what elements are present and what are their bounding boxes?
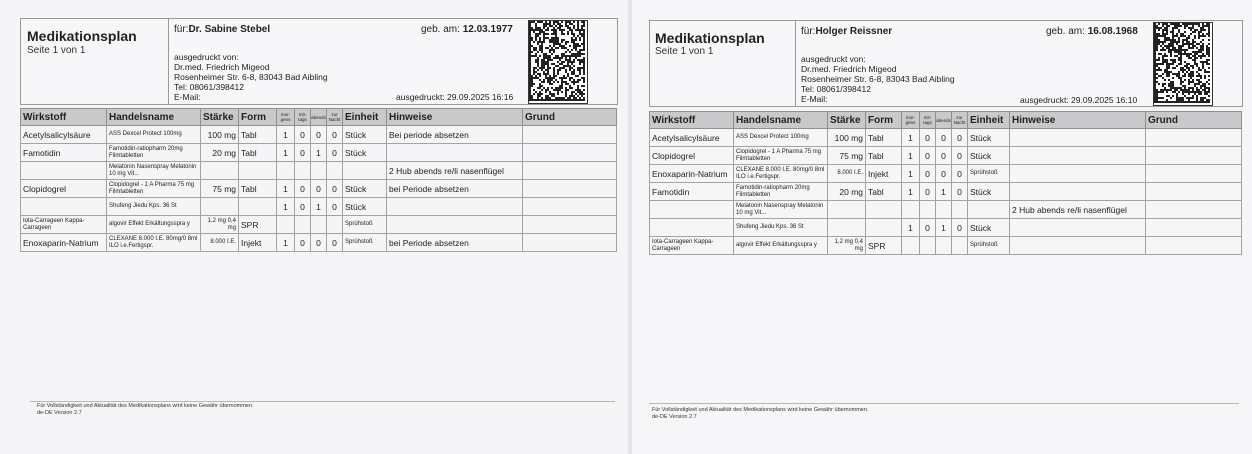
cell-hinweise — [387, 198, 523, 216]
cell-form: Tabl — [866, 183, 902, 201]
cell-mittags: 0 — [920, 147, 936, 165]
cell-abends: 0 — [311, 234, 327, 252]
cell-wirkstoff: Iota-Carrageen Kappa-Carrageen — [650, 237, 734, 255]
cell-einheit: Stück — [343, 144, 387, 162]
cell-wirkstoff: Famotidin — [650, 183, 734, 201]
cell-abends: 0 — [311, 180, 327, 198]
cell-handelsname: Melatonin Nasenspray Melatonin 10 mg Vit... — [107, 162, 201, 180]
page-indicator: Seite 1 von 1 — [27, 45, 86, 56]
col-hinweise: Hinweise — [387, 109, 523, 126]
cell-handelsname: Famotidin-ratiopharm 20mg Filmtabletten — [107, 144, 201, 162]
cell-handelsname: ASS Dexcel Protect 100mg — [107, 126, 201, 144]
cell-einheit: Stück — [968, 183, 1010, 201]
cell-morgens: 1 — [902, 183, 920, 201]
cell-mittags: 0 — [920, 219, 936, 237]
cell-wirkstoff: Enoxaparin-Natrium — [21, 234, 107, 252]
cell-einheit: Stück — [343, 180, 387, 198]
cell-grund — [1146, 237, 1242, 255]
medication-rows — [21, 126, 617, 252]
cell-morgens: 1 — [902, 165, 920, 183]
cell-handelsname: Clopidogrel - 1 A Pharma 75 mg Filmtabletten — [107, 180, 201, 198]
cell-abends: 1 — [311, 144, 327, 162]
cell-grund — [1146, 165, 1242, 183]
cell-grund — [523, 234, 617, 252]
printed-by-label: ausgedruckt von: — [174, 52, 239, 62]
table-row — [21, 198, 617, 216]
cell-morgens: 1 — [902, 129, 920, 147]
col-mittags: mit-tags — [295, 109, 311, 126]
cell-nacht: 0 — [327, 144, 343, 162]
col-nacht: zur Nacht — [952, 112, 968, 129]
cell-form — [866, 219, 902, 237]
cell-form: Tabl — [866, 129, 902, 147]
printed-by-block — [174, 52, 328, 102]
cell-wirkstoff — [21, 162, 107, 180]
col-abends: abends — [936, 112, 952, 129]
cell-hinweise — [387, 144, 523, 162]
cell-form — [239, 162, 277, 180]
col-nacht: zur Nacht — [327, 109, 343, 126]
cell-staerke: 8.000 I.E. — [828, 165, 866, 183]
cell-staerke: 100 mg — [828, 129, 866, 147]
printed-date: ausgedruckt: 29.09.2025 16:16 — [396, 92, 514, 102]
cell-form: Tabl — [866, 147, 902, 165]
cell-morgens — [277, 162, 295, 180]
cell-morgens: 1 — [902, 219, 920, 237]
cell-grund — [1146, 201, 1242, 219]
cell-mittags: 0 — [920, 165, 936, 183]
cell-wirkstoff: Famotidin — [21, 144, 107, 162]
cell-mittags: 0 — [920, 129, 936, 147]
header-divider — [795, 20, 796, 106]
cell-handelsname: Shufeng Jiedu Kps. 36 St — [734, 219, 828, 237]
cell-grund — [1146, 147, 1242, 165]
col-staerke: Stärke — [201, 109, 239, 126]
cell-wirkstoff — [650, 201, 734, 219]
physician-phone: Tel: 08061/398412 — [801, 84, 871, 94]
cell-grund — [523, 144, 617, 162]
cell-einheit: Stück — [343, 198, 387, 216]
cell-wirkstoff: Clopidogrel — [650, 147, 734, 165]
cell-einheit: Stück — [343, 126, 387, 144]
cell-abends: 0 — [936, 147, 952, 165]
dob-label: geb. am: — [421, 24, 460, 35]
cell-morgens: 1 — [277, 126, 295, 144]
cell-einheit — [968, 201, 1010, 219]
cell-staerke: 75 mg — [828, 147, 866, 165]
cell-morgens — [902, 237, 920, 255]
disclaimer: Für Vollständigkeit und Aktualität des Medikationsplans wird keine Gewähr übernommen. — [652, 407, 869, 413]
table-header-row — [21, 109, 617, 126]
cell-grund — [1146, 219, 1242, 237]
cell-form: Injekt — [239, 234, 277, 252]
cell-morgens — [902, 201, 920, 219]
page-indicator: Seite 1 von 1 — [655, 46, 714, 57]
patient-prefix: für: — [174, 24, 189, 35]
cell-wirkstoff: Iota-Carrageen Kappa-Carrageen — [21, 216, 107, 234]
printed-by-block — [801, 54, 955, 104]
cell-einheit: Sprühstoß — [343, 216, 387, 234]
cell-grund — [523, 180, 617, 198]
cell-staerke — [201, 198, 239, 216]
cell-staerke — [828, 201, 866, 219]
footer — [37, 403, 253, 417]
patient-prefix: für: — [801, 26, 816, 37]
table-row — [21, 162, 617, 180]
cell-hinweise — [1010, 129, 1146, 147]
cell-mittags: 0 — [295, 180, 311, 198]
physician-email: E-Mail: — [174, 92, 201, 102]
cell-abends — [311, 162, 327, 180]
cell-form: SPR — [239, 216, 277, 234]
cell-staerke: 8.000 I.E. — [201, 234, 239, 252]
table-row — [650, 147, 1242, 165]
cell-hinweise — [387, 216, 523, 234]
table-row — [650, 219, 1242, 237]
cell-hinweise: bei Periode absetzen — [387, 234, 523, 252]
cell-abends: 0 — [936, 129, 952, 147]
cell-staerke: 75 mg — [201, 180, 239, 198]
cell-wirkstoff — [650, 219, 734, 237]
datamatrix-code — [528, 20, 588, 104]
cell-grund — [523, 126, 617, 144]
table-row — [650, 201, 1242, 219]
cell-hinweise — [1010, 237, 1146, 255]
cell-einheit: Sprühstoß — [968, 237, 1010, 255]
cell-staerke — [828, 219, 866, 237]
cell-nacht: 0 — [327, 180, 343, 198]
medication-rows — [650, 129, 1242, 255]
plan-title: Medikationsplan — [655, 30, 765, 46]
cell-form: Tabl — [239, 126, 277, 144]
table-row — [21, 216, 617, 234]
cell-grund — [523, 162, 617, 180]
cell-handelsname: Melatonin Nasenspray Melatonin 10 mg Vit... — [734, 201, 828, 219]
cell-mittags: 0 — [295, 198, 311, 216]
table-row — [21, 234, 617, 252]
cell-nacht — [952, 201, 968, 219]
cell-morgens: 1 — [277, 198, 295, 216]
patient-line — [174, 24, 270, 35]
col-morgens: mor-gens — [902, 112, 920, 129]
physician-address: Rosenheimer Str. 6-8, 83043 Bad Aibling — [801, 74, 955, 84]
cell-nacht — [952, 237, 968, 255]
cell-morgens: 1 — [277, 234, 295, 252]
cell-grund — [523, 216, 617, 234]
cell-mittags — [295, 162, 311, 180]
physician-name: Dr.med. Friedrich Migeod — [801, 64, 897, 74]
plan-title: Medikationsplan — [27, 28, 137, 44]
physician-email: E-Mail: — [801, 94, 828, 104]
physician-phone: Tel: 08061/398412 — [174, 82, 244, 92]
col-handelsname: Handelsname — [107, 109, 201, 126]
datamatrix-pattern — [1154, 23, 1210, 103]
cell-abends: 1 — [936, 183, 952, 201]
cell-nacht: 0 — [952, 165, 968, 183]
cell-einheit: Sprühstoß — [968, 165, 1010, 183]
cell-nacht: 0 — [952, 183, 968, 201]
cell-abends: 1 — [936, 219, 952, 237]
cell-mittags — [920, 201, 936, 219]
cell-handelsname: algovir Effekt Erkältungsspra y — [107, 216, 201, 234]
cell-wirkstoff: Enoxaparin-Natrium — [650, 165, 734, 183]
cell-hinweise: bei Periode absetzen — [387, 180, 523, 198]
table-header-row — [650, 112, 1242, 129]
cell-einheit: Sprühstoß — [343, 234, 387, 252]
footer-divider — [649, 403, 1239, 404]
cell-abends — [936, 237, 952, 255]
cell-hinweise: 2 Hub abends re/li nasenflügel — [387, 162, 523, 180]
cell-grund — [523, 198, 617, 216]
col-grund: Grund — [1146, 112, 1242, 129]
cell-staerke: 20 mg — [828, 183, 866, 201]
cell-einheit: Stück — [968, 147, 1010, 165]
col-form: Form — [866, 112, 902, 129]
cell-nacht — [327, 216, 343, 234]
cell-staerke: 100 mg — [201, 126, 239, 144]
dob-value: 12.03.1977 — [462, 24, 513, 35]
cell-einheit: Stück — [968, 219, 1010, 237]
cell-mittags — [295, 216, 311, 234]
cell-form: Tabl — [239, 180, 277, 198]
cell-staerke: 1,2 mg 0,4 mg — [828, 237, 866, 255]
cell-form — [239, 198, 277, 216]
cell-handelsname: Famotidin-ratiopharm 20mg Filmtabletten — [734, 183, 828, 201]
cell-form — [866, 201, 902, 219]
cell-handelsname: CLEXANE 8.000 I.E. 80mg/0 8ml ILO i.e.Fertigspr. — [734, 165, 828, 183]
medication-table — [649, 111, 1242, 255]
cell-grund — [1146, 183, 1242, 201]
cell-hinweise — [1010, 147, 1146, 165]
table-row — [650, 129, 1242, 147]
cell-form: Tabl — [239, 144, 277, 162]
cell-handelsname: Shufeng Jiedu Kps. 36 St — [107, 198, 201, 216]
cell-einheit: Stück — [968, 129, 1010, 147]
cell-form: SPR — [866, 237, 902, 255]
table-row — [21, 144, 617, 162]
cell-nacht: 0 — [327, 234, 343, 252]
patient-line — [801, 26, 892, 37]
cell-nacht — [327, 162, 343, 180]
version: de-DE Version 2.7 — [652, 414, 697, 420]
dob-value: 16.08.1968 — [1087, 26, 1138, 37]
patient-name: Dr. Sabine Stebel — [188, 24, 271, 35]
cell-nacht: 0 — [952, 147, 968, 165]
datamatrix-code — [1153, 22, 1213, 106]
col-wirkstoff: Wirkstoff — [21, 109, 107, 126]
footer-divider — [30, 401, 615, 402]
table-row — [650, 237, 1242, 255]
disclaimer: Für Vollständigkeit und Aktualität des Medikationsplans wird keine Gewähr übernommen. — [37, 403, 254, 409]
medication-table — [20, 108, 617, 252]
cell-abends: 0 — [936, 165, 952, 183]
cell-hinweise — [1010, 183, 1146, 201]
cell-wirkstoff: Acetylsalicylsäure — [650, 129, 734, 147]
cell-mittags: 0 — [920, 183, 936, 201]
cell-handelsname: algovir Effekt Erkältungsspra y — [734, 237, 828, 255]
header-divider — [168, 18, 169, 104]
col-einheit: Einheit — [343, 109, 387, 126]
cell-hinweise — [1010, 219, 1146, 237]
cell-hinweise: 2 Hub abends re/li nasenflügel — [1010, 201, 1146, 219]
cell-staerke: 1,2 mg 0,4 mg — [201, 216, 239, 234]
cell-nacht: 0 — [952, 129, 968, 147]
cell-form: Injekt — [866, 165, 902, 183]
cell-wirkstoff: Clopidogrel — [21, 180, 107, 198]
printed-date: ausgedruckt: 29.09.2025 16:10 — [1020, 95, 1138, 105]
cell-mittags: 0 — [295, 144, 311, 162]
version: de-DE Version 2.7 — [37, 410, 82, 416]
cell-handelsname: Clopidogrel - 1 A Pharma 75 mg Filmtabletten — [734, 147, 828, 165]
footer — [652, 407, 868, 421]
printed-by-label: ausgedruckt von: — [801, 54, 866, 64]
physician-name: Dr.med. Friedrich Migeod — [174, 62, 270, 72]
cell-nacht: 0 — [327, 198, 343, 216]
table-row — [650, 165, 1242, 183]
cell-hinweise — [1010, 165, 1146, 183]
cell-mittags — [920, 237, 936, 255]
table-row — [650, 183, 1242, 201]
col-form: Form — [239, 109, 277, 126]
cell-nacht: 0 — [952, 219, 968, 237]
col-mittags: mit-tags — [920, 112, 936, 129]
cell-mittags: 0 — [295, 126, 311, 144]
cell-staerke — [201, 162, 239, 180]
cell-staerke: 20 mg — [201, 144, 239, 162]
col-morgens: mor-gens — [277, 109, 295, 126]
cell-grund — [1146, 129, 1242, 147]
col-einheit: Einheit — [968, 112, 1010, 129]
cell-hinweise: Bei periode absetzen — [387, 126, 523, 144]
table-row — [21, 180, 617, 198]
cell-abends — [311, 216, 327, 234]
col-handelsname: Handelsname — [734, 112, 828, 129]
physician-address: Rosenheimer Str. 6-8, 83043 Bad Aibling — [174, 72, 328, 82]
cell-abends: 0 — [311, 126, 327, 144]
cell-nacht: 0 — [327, 126, 343, 144]
cell-morgens — [277, 216, 295, 234]
cell-abends — [936, 201, 952, 219]
dob-line — [421, 24, 513, 35]
cell-wirkstoff: Acetylsalicylsäure — [21, 126, 107, 144]
col-hinweise: Hinweise — [1010, 112, 1146, 129]
dob-line — [1046, 26, 1138, 37]
cell-morgens: 1 — [277, 180, 295, 198]
col-abends: abends — [311, 109, 327, 126]
table-row — [21, 126, 617, 144]
col-staerke: Stärke — [828, 112, 866, 129]
patient-name: Holger Reissner — [815, 26, 893, 37]
cell-abends: 1 — [311, 198, 327, 216]
cell-handelsname: ASS Dexcel Protect 100mg — [734, 129, 828, 147]
cell-einheit — [343, 162, 387, 180]
datamatrix-pattern — [529, 21, 585, 101]
cell-mittags: 0 — [295, 234, 311, 252]
cell-wirkstoff — [21, 198, 107, 216]
dob-label: geb. am: — [1046, 26, 1085, 37]
cell-morgens: 1 — [902, 147, 920, 165]
cell-handelsname: CLEXANE 8.000 I.E. 80mg/0 8ml ILO i.e.Fertigspr. — [107, 234, 201, 252]
col-wirkstoff: Wirkstoff — [650, 112, 734, 129]
col-grund: Grund — [523, 109, 617, 126]
medication-plan-sheet-2 — [632, 0, 1252, 454]
cell-morgens: 1 — [277, 144, 295, 162]
